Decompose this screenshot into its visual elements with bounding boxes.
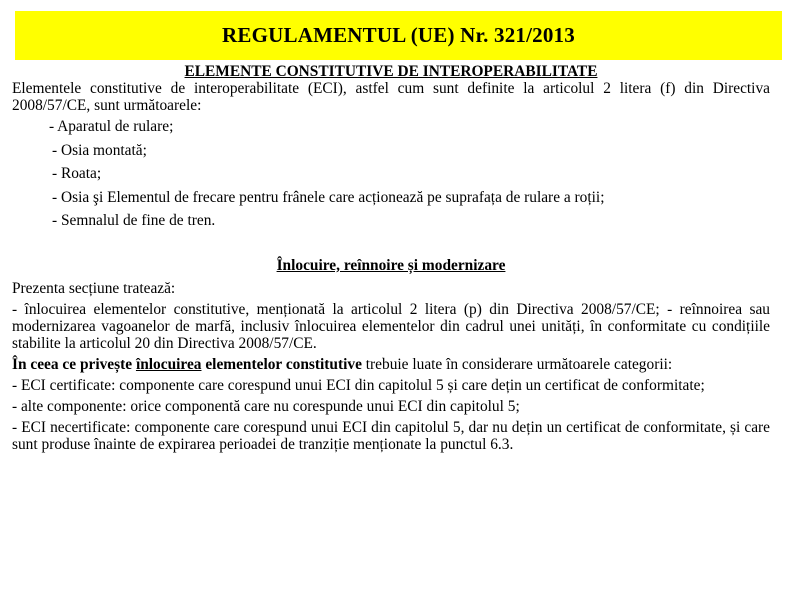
categories-bold-lead: În ceea ce privește bbox=[12, 356, 136, 373]
certified-eci-paragraph: - ECI certificate: componente care corespund unui ECI din capitolul 5 și care dețin un certificat de conformitate; bbox=[12, 377, 705, 394]
section-heading-eci: ELEMENTE CONSTITUTIVE DE INTEROPERABILITATE bbox=[184, 63, 598, 80]
uncertified-eci-paragraph: - ECI necertificate: componente care corespund unui ECI din capitolul 5, dar nu dețin un certificat de conformitate, și care sunt produse înainte de expirarea perioadei de tranziție menționate la punctul 6.3. bbox=[12, 419, 770, 453]
section-heading-replacement: Înlocuire, reînnoire și modernizare bbox=[276, 257, 506, 274]
replacement-paragraph: - înlocuirea elementelor constitutive, menționată la articolul 2 litera (p) din Directiva 2008/57/CE; - reînnoirea sau modernizarea vagoanelor de marfă, inclusiv înlocuirea elementelor din cadrul unei unități, în conformitate cu condițiile stabilite la articolul 20 din Directiva 2008/57/CE. bbox=[12, 301, 770, 352]
categories-bold-tail: elementelor constitutive bbox=[201, 356, 362, 373]
slide-content bbox=[12, 63, 770, 453]
eci-list bbox=[12, 118, 770, 229]
eci-intro-paragraph: Elementele constitutive de interoperabilitate (ECI), astfel cum sunt definite la articolul 2 litera (f) din Directiva 2008/57/CE, sunt următoarele: bbox=[12, 80, 770, 114]
categories-rest: trebuie luate în considerare următoarele categorii: bbox=[361, 356, 673, 373]
list-item: - Semnalul de fine de tren. bbox=[52, 212, 216, 229]
title-banner bbox=[15, 11, 782, 60]
categories-paragraph bbox=[12, 356, 770, 373]
list-item: - Roata; bbox=[52, 165, 102, 182]
other-components-paragraph: - alte componente: orice componentă care nu corespunde unui ECI din capitolul 5; bbox=[12, 398, 520, 415]
replacement-intro: Prezenta secțiune tratează: bbox=[12, 280, 176, 297]
list-item: - Aparatul de rulare; bbox=[49, 118, 174, 135]
list-item: - Osia şi Elementul de frecare pentru frânele care acționează pe suprafața de rulare a roții; bbox=[52, 188, 605, 206]
slide-title: REGULAMENTUL (UE) Nr. 321/2013 bbox=[222, 23, 575, 47]
categories-bold-underlined: înlocuirea bbox=[135, 356, 202, 373]
list-item: - Osia montată; bbox=[52, 141, 147, 159]
